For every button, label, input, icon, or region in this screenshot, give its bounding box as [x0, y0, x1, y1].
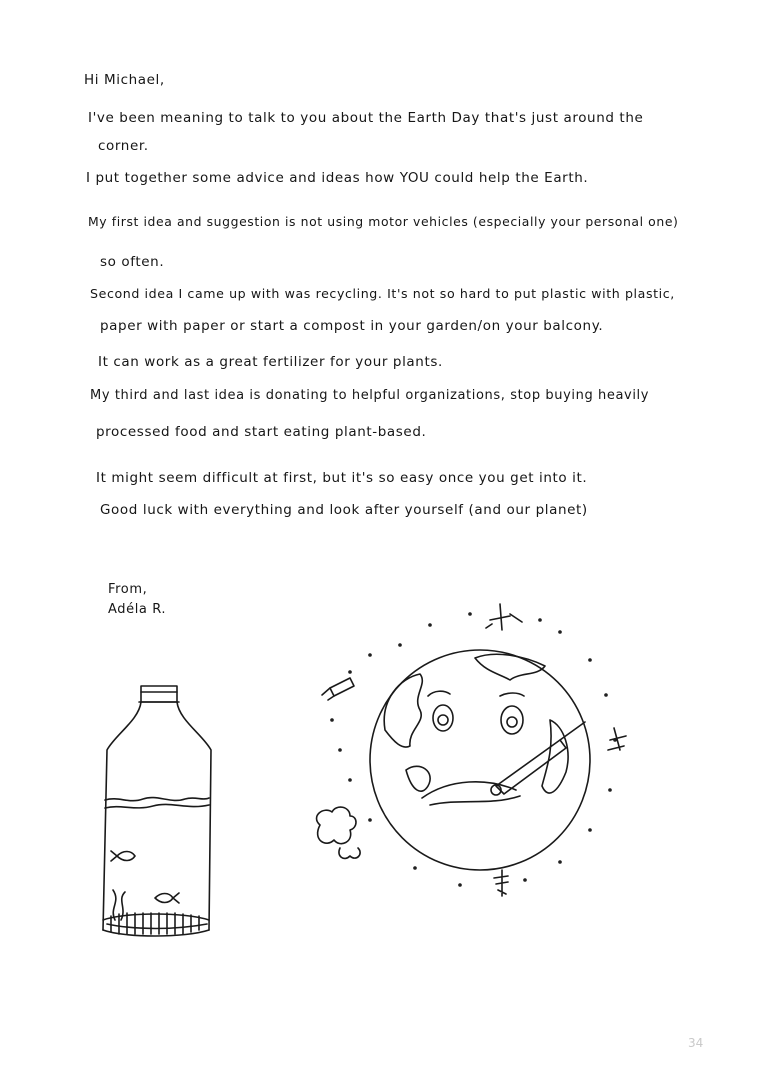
plastic-bottle-drawing [95, 680, 225, 955]
greeting: Hi Michael, [84, 72, 165, 88]
letter-line-4: My first idea and suggestion is not using motor vehicles (especially your personal one) [88, 214, 679, 229]
letter-line-8: It can work as a great fertilizer for your plants. [98, 354, 443, 370]
letter-line-3: I put together some advice and ideas how YOU could help the Earth. [86, 170, 589, 186]
sick-earth-drawing [310, 600, 640, 910]
letter-line-10: processed food and start eating plant-based. [96, 424, 427, 440]
letter-line-11: It might seem difficult at first, but it's so easy once you get into it. [96, 470, 588, 486]
orbit-dots [331, 613, 616, 886]
letter-line-7: paper with paper or start a compost in your garden/on your balcony. [100, 318, 604, 334]
letter-line-9: My third and last idea is donating to helpful organizations, stop buying heavily [90, 388, 650, 403]
letter-line-1: I've been meaning to talk to you about the Earth Day that's just around the [88, 110, 644, 126]
signature: Adéla R. [108, 602, 167, 617]
page-number: 34 [688, 1036, 704, 1050]
letter-line-5: so often. [100, 254, 165, 270]
letter-line-2: corner. [98, 138, 149, 154]
letter-line-12: Good luck with everything and look after yourself (and our planet) [100, 502, 588, 518]
letter-line-6: Second idea I came up with was recycling. It's not so hard to put plastic with plastic, [90, 286, 675, 301]
closing: From, [108, 582, 148, 597]
